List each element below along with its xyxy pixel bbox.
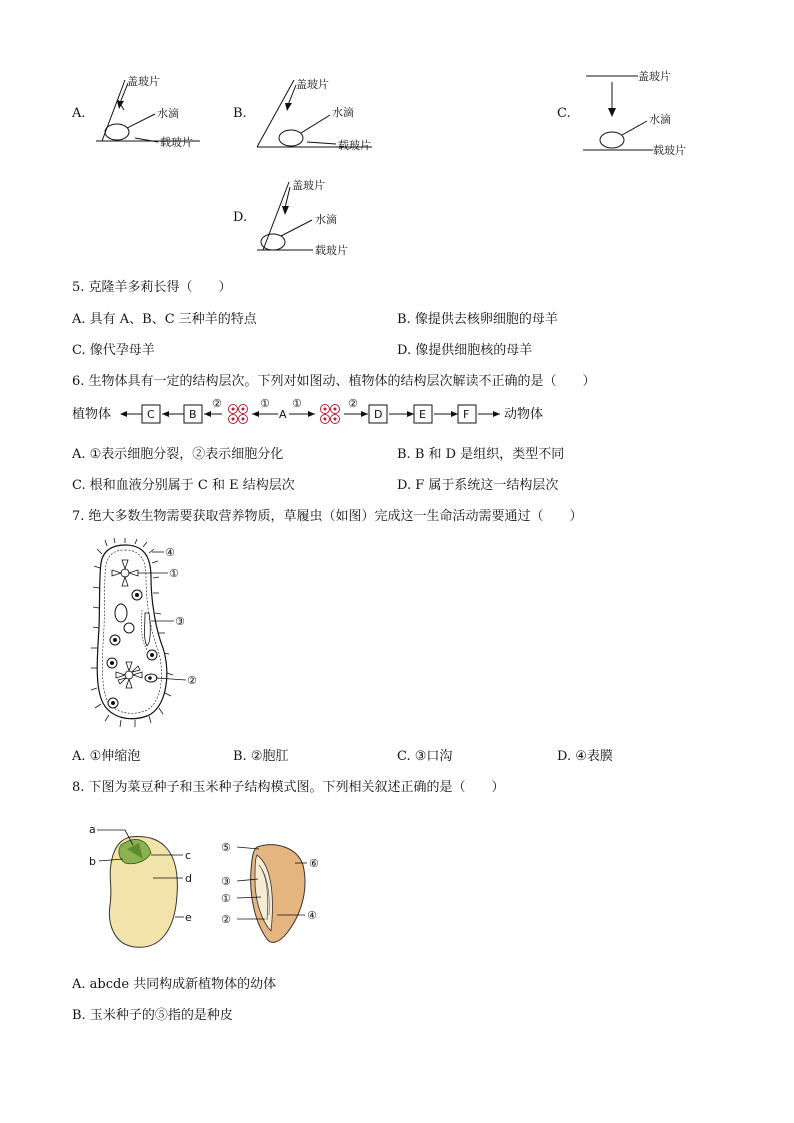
q4b-water-label: 水滴 (332, 106, 354, 119)
q7-option-a[interactable]: A. ①伸缩泡 (72, 749, 141, 764)
q4b-cover-label: 盖玻片 (296, 78, 329, 91)
q5-option-b[interactable]: B. 像提供去核卵细胞的母羊 (397, 312, 558, 327)
q4-diagram-a (90, 70, 220, 155)
q8-label-d: d (185, 872, 192, 885)
q6-option-b[interactable]: B. B 和 D 是组织，类型不同 (397, 447, 565, 462)
q4c-cover-label: 盖玻片 (638, 70, 671, 83)
q7-option-c[interactable]: C. ③口沟 (397, 749, 453, 764)
q8-label-4: ④ (307, 909, 317, 922)
q4-diagram-c (580, 66, 710, 161)
q8-label-5: ⑤ (221, 841, 231, 854)
q6-arrow-1-right: ① (292, 397, 302, 410)
q4-option-c-label: C. (557, 106, 571, 121)
q7-label-1: ① (169, 567, 179, 580)
q6-box-f: F (463, 408, 470, 421)
q4a-cover-label: 盖玻片 (127, 75, 160, 88)
q8-label-b: b (89, 855, 96, 868)
q8-label-e: e (185, 911, 192, 924)
q4d-slide-label: 载玻片 (315, 244, 348, 257)
q5-stem: 5. 克隆羊多莉长得（ ） (72, 280, 232, 295)
q5-option-c[interactable]: C. 像代孕母羊 (72, 343, 155, 358)
q4-option-a-label: A. (72, 106, 86, 121)
q8-label-6: ⑥ (309, 857, 319, 870)
q6-animal-label: 动物体 (504, 407, 544, 422)
q6-hierarchy-diagram (72, 396, 562, 432)
q8-label-c: c (185, 849, 192, 862)
q8-label-1: ① (221, 892, 231, 905)
q4d-water-label: 水滴 (315, 213, 337, 226)
q6-arrow-2-left: ② (212, 397, 222, 410)
q5-option-d[interactable]: D. 像提供细胞核的母羊 (397, 343, 533, 358)
q6-option-c[interactable]: C. 根和血液分别属于 C 和 E 结构层次 (72, 478, 295, 493)
q6-box-c: C (147, 408, 155, 421)
q4-option-b-label: B. (233, 106, 247, 121)
q4-diagram-b (252, 72, 382, 157)
q6-arrow-1-left: ① (260, 397, 270, 410)
q6-box-b: B (189, 408, 197, 421)
q4c-slide-label: 载玻片 (653, 144, 686, 157)
q6-option-d[interactable]: D. F 属于系统这一结构层次 (397, 478, 559, 493)
q7-label-3: ③ (175, 615, 185, 628)
q8-option-a[interactable]: A. abcde 共同构成新植物体的幼体 (72, 977, 277, 992)
q6-arrow-2-right: ② (348, 397, 358, 410)
q6-option-a[interactable]: A. ①表示细胞分裂，②表示细胞分化 (72, 447, 284, 462)
q7-option-d[interactable]: D. ④表膜 (557, 749, 613, 764)
q7-paramecium-diagram (85, 538, 220, 733)
q6-cell-a: A (279, 408, 287, 421)
q4a-slide-label: 载玻片 (160, 136, 193, 149)
q8-stem: 8. 下图为菜豆种子和玉米种子结构模式图。下列相关叙述正确的是（ ） (72, 780, 505, 795)
q6-cells-right (321, 405, 340, 424)
q8-label-3: ③ (221, 875, 231, 888)
q8-corn-seed-diagram (215, 835, 340, 950)
q8-option-b[interactable]: B. 玉米种子的⑤指的是种皮 (72, 1008, 233, 1023)
q7-label-2: ② (187, 674, 197, 687)
q6-stem: 6. 生物体具有一定的结构层次。下列对如图动、植物体的结构层次解读不正确的是（ ） (72, 374, 596, 389)
q4-option-d-label: D. (233, 210, 248, 225)
q7-option-b[interactable]: B. ②胞肛 (233, 749, 289, 764)
q4a-water-label: 水滴 (157, 107, 179, 120)
q4b-slide-label: 载玻片 (338, 139, 371, 152)
q8-label-2: ② (221, 913, 231, 926)
q6-box-e: E (419, 408, 426, 421)
q7-label-4: ④ (165, 546, 175, 559)
q6-box-d: D (374, 408, 383, 421)
q5-option-a[interactable]: A. 具有 A、B、C 三种羊的特点 (72, 312, 257, 327)
q4c-water-label: 水滴 (649, 113, 671, 126)
q4d-cover-label: 盖玻片 (292, 179, 325, 192)
q8-label-a: a (89, 823, 96, 836)
q6-plant-label: 植物体 (72, 407, 112, 422)
q8-bean-seed-diagram (85, 815, 205, 955)
q6-cells-left (229, 405, 248, 424)
q7-stem: 7. 绝大多数生物需要获取营养物质，草履虫（如图）完成这一生命活动需要通过（ ） (72, 509, 583, 524)
q4-diagram-d (255, 176, 385, 266)
